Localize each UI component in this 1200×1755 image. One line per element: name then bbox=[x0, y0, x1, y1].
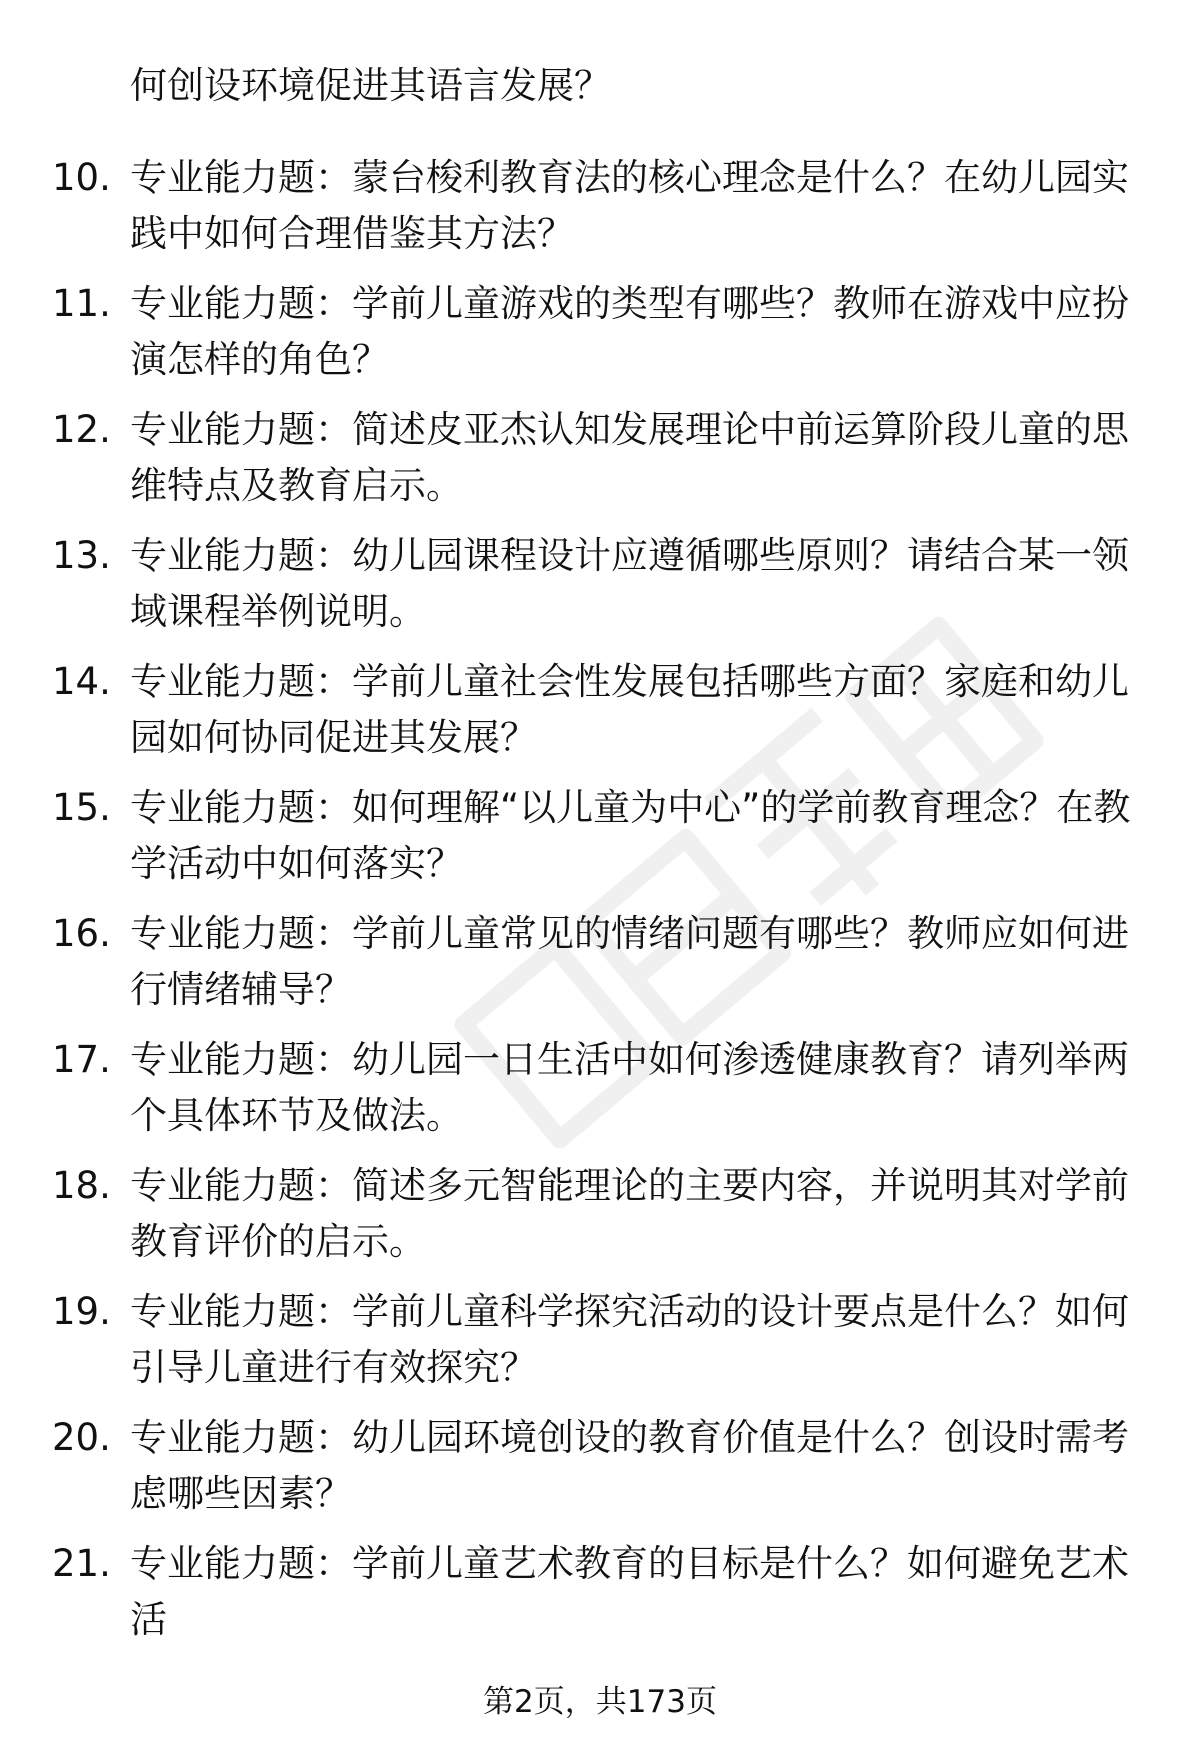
question-number: 14. bbox=[52, 660, 111, 703]
question-text: 专业能力题：幼儿园环境创设的教育价值是什么？创设时需考虑哪些因素？ bbox=[130, 1416, 1129, 1515]
question-text: 专业能力题：学前儿童社会性发展包括哪些方面？家庭和幼儿园如何协同促进其发展？ bbox=[130, 660, 1129, 759]
question-text: 专业能力题：学前儿童科学探究活动的设计要点是什么？如何引导儿童进行有效探究？ bbox=[130, 1290, 1129, 1389]
question-text: 专业能力题：幼儿园一日生活中如何渗透健康教育？请列举两个具体环节及做法。 bbox=[130, 1038, 1129, 1137]
question-number: 16. bbox=[52, 912, 111, 955]
question-number: 11. bbox=[52, 282, 111, 325]
question-text: 专业能力题：蒙台梭利教育法的核心理念是什么？在幼儿园实践中如何合理借鉴其方法？ bbox=[130, 156, 1129, 255]
carryover-question-text: 何创设环境促进其语言发展？ bbox=[130, 64, 611, 107]
question-text: 专业能力题：学前儿童游戏的类型有哪些？教师在游戏中应扮演怎样的角色？ bbox=[130, 282, 1129, 381]
question-text: 专业能力题：如何理解“以儿童为中心”的学前教育理念？在教学活动中如何落实？ bbox=[130, 786, 1131, 885]
question-text: 专业能力题：幼儿园课程设计应遵循哪些原则？请结合某一领域课程举例说明。 bbox=[130, 534, 1129, 633]
question-number: 18. bbox=[52, 1164, 111, 1207]
question-number: 13. bbox=[52, 534, 111, 577]
page-number-footer: 第2页，共173页 bbox=[483, 1684, 717, 1720]
question-text: 专业能力题：学前儿童常见的情绪问题有哪些？教师应如何进行情绪辅导？ bbox=[130, 912, 1129, 1011]
question-number: 12. bbox=[52, 408, 111, 451]
question-number: 20. bbox=[52, 1416, 111, 1459]
question-text: 专业能力题：简述皮亚杰认知发展理论中前运算阶段儿童的思维特点及教育启示。 bbox=[130, 408, 1129, 507]
question-number: 15. bbox=[52, 786, 111, 829]
question-number: 17. bbox=[52, 1038, 111, 1081]
question-number: 10. bbox=[52, 156, 111, 199]
question-number: 21. bbox=[52, 1542, 111, 1585]
question-text: 专业能力题：学前儿童艺术教育的目标是什么？如何避免艺术活 bbox=[130, 1542, 1129, 1641]
question-text: 专业能力题：简述多元智能理论的主要内容，并说明其对学前教育评价的启示。 bbox=[130, 1164, 1129, 1263]
question-number: 19. bbox=[52, 1290, 111, 1333]
